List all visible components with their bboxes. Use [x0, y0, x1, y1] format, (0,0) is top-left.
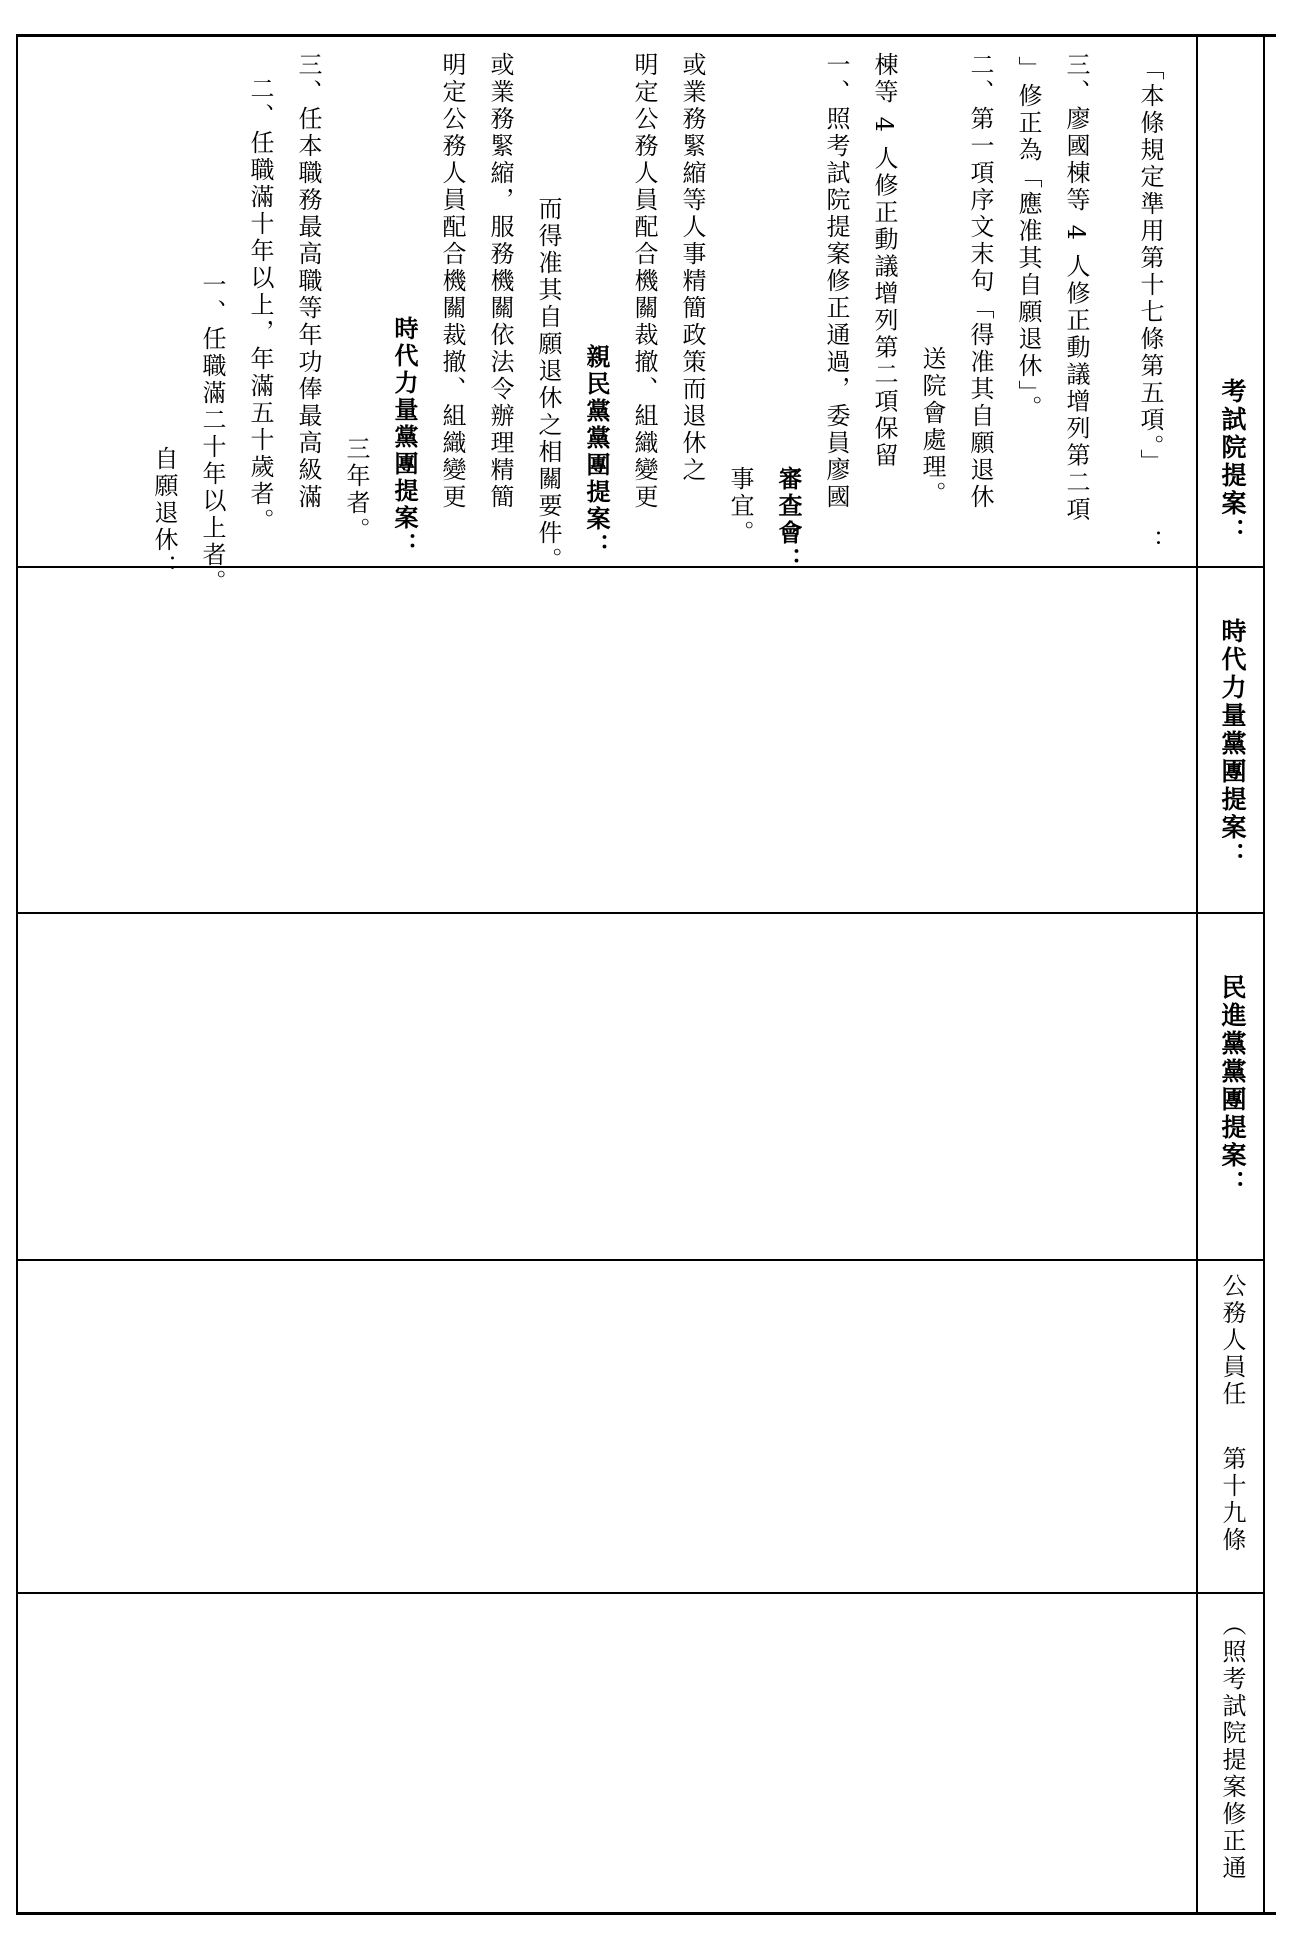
- table-right-border: [1263, 34, 1265, 1915]
- review-line-6: 三、廖國棟等 4 人修正動議增列第二項: [1062, 52, 1090, 524]
- npp-line-3: 而得准其自願退休之相關要件。: [534, 196, 562, 574]
- exam-yuan-clause-2: ：: [1136, 529, 1164, 556]
- review-line-2: 棟等 4 人修正動議增列第二項保留: [870, 52, 898, 470]
- table-bottom-border: [16, 1912, 1276, 1915]
- list-item-3-cont: 三年者。: [342, 436, 370, 544]
- resolution-content-cell: [18, 1594, 1196, 1912]
- content-cell: [18, 36, 1196, 596]
- review-line-4: 二、第一項序文末句「得准其自願退休: [966, 52, 994, 511]
- article-number: 第十九條: [1218, 1446, 1246, 1554]
- dpp-content-cell: [18, 914, 1196, 1259]
- review-line-5: 」修正為「應准其自願退休」。: [1014, 56, 1042, 422]
- dpp-row-heading: 民進黨黨團提案：: [1218, 974, 1247, 1198]
- exam-yuan-clause-1: 「本條規定準用第十七條第五項。」: [1136, 56, 1164, 476]
- dpp-header-cell: [1198, 914, 1263, 1259]
- exam-yuan-header-cell: [1198, 36, 1263, 566]
- voluntary-retirement-label: 自願退休：: [150, 446, 178, 581]
- resolution-note: （照考試院提案修正通: [1218, 1612, 1246, 1882]
- npp-heading: 時代力量黨團提案：: [390, 316, 418, 559]
- list-item-1: 一、任職滿二十年以上者。: [198, 272, 226, 596]
- pfp-line-1: 明定公務人員配合機關裁撤、組織變更: [630, 52, 658, 511]
- pfp-line-2: 或業務緊縮等人事精簡政策而退休之: [678, 52, 706, 484]
- article-header-cell: [1198, 1261, 1263, 1592]
- list-item-3: 三、任本職務最高職等年功俸最高級滿: [294, 52, 322, 511]
- exam-yuan-proposal-heading: 考試院提案：: [1218, 378, 1247, 546]
- list-item-2: 二、任職滿十年以上，年滿五十歲者。: [246, 76, 274, 535]
- pfp-tail: 事宜。: [726, 466, 754, 547]
- review-line-1: 一、照考試院提案修正通過，委員廖國: [822, 52, 850, 511]
- article-content-cell: [18, 1261, 1196, 1592]
- review-heading: 審查會：: [774, 466, 802, 574]
- review-line-3: 送院會處理。: [918, 346, 946, 508]
- npp-content-cell: [18, 568, 1196, 912]
- npp-row-heading: 時代力量黨團提案：: [1218, 618, 1247, 870]
- resolution-header-cell: [1198, 1594, 1263, 1912]
- article-title: 公務人員任: [1218, 1273, 1246, 1408]
- npp-line-1: 明定公務人員配合機關裁撤、組織變更: [438, 52, 466, 511]
- pfp-heading: 親民黨黨團提案：: [582, 344, 610, 560]
- npp-line-2: 或業務緊縮，服務機關依法令辦理精簡: [486, 52, 514, 511]
- npp-header-cell: [1198, 568, 1263, 912]
